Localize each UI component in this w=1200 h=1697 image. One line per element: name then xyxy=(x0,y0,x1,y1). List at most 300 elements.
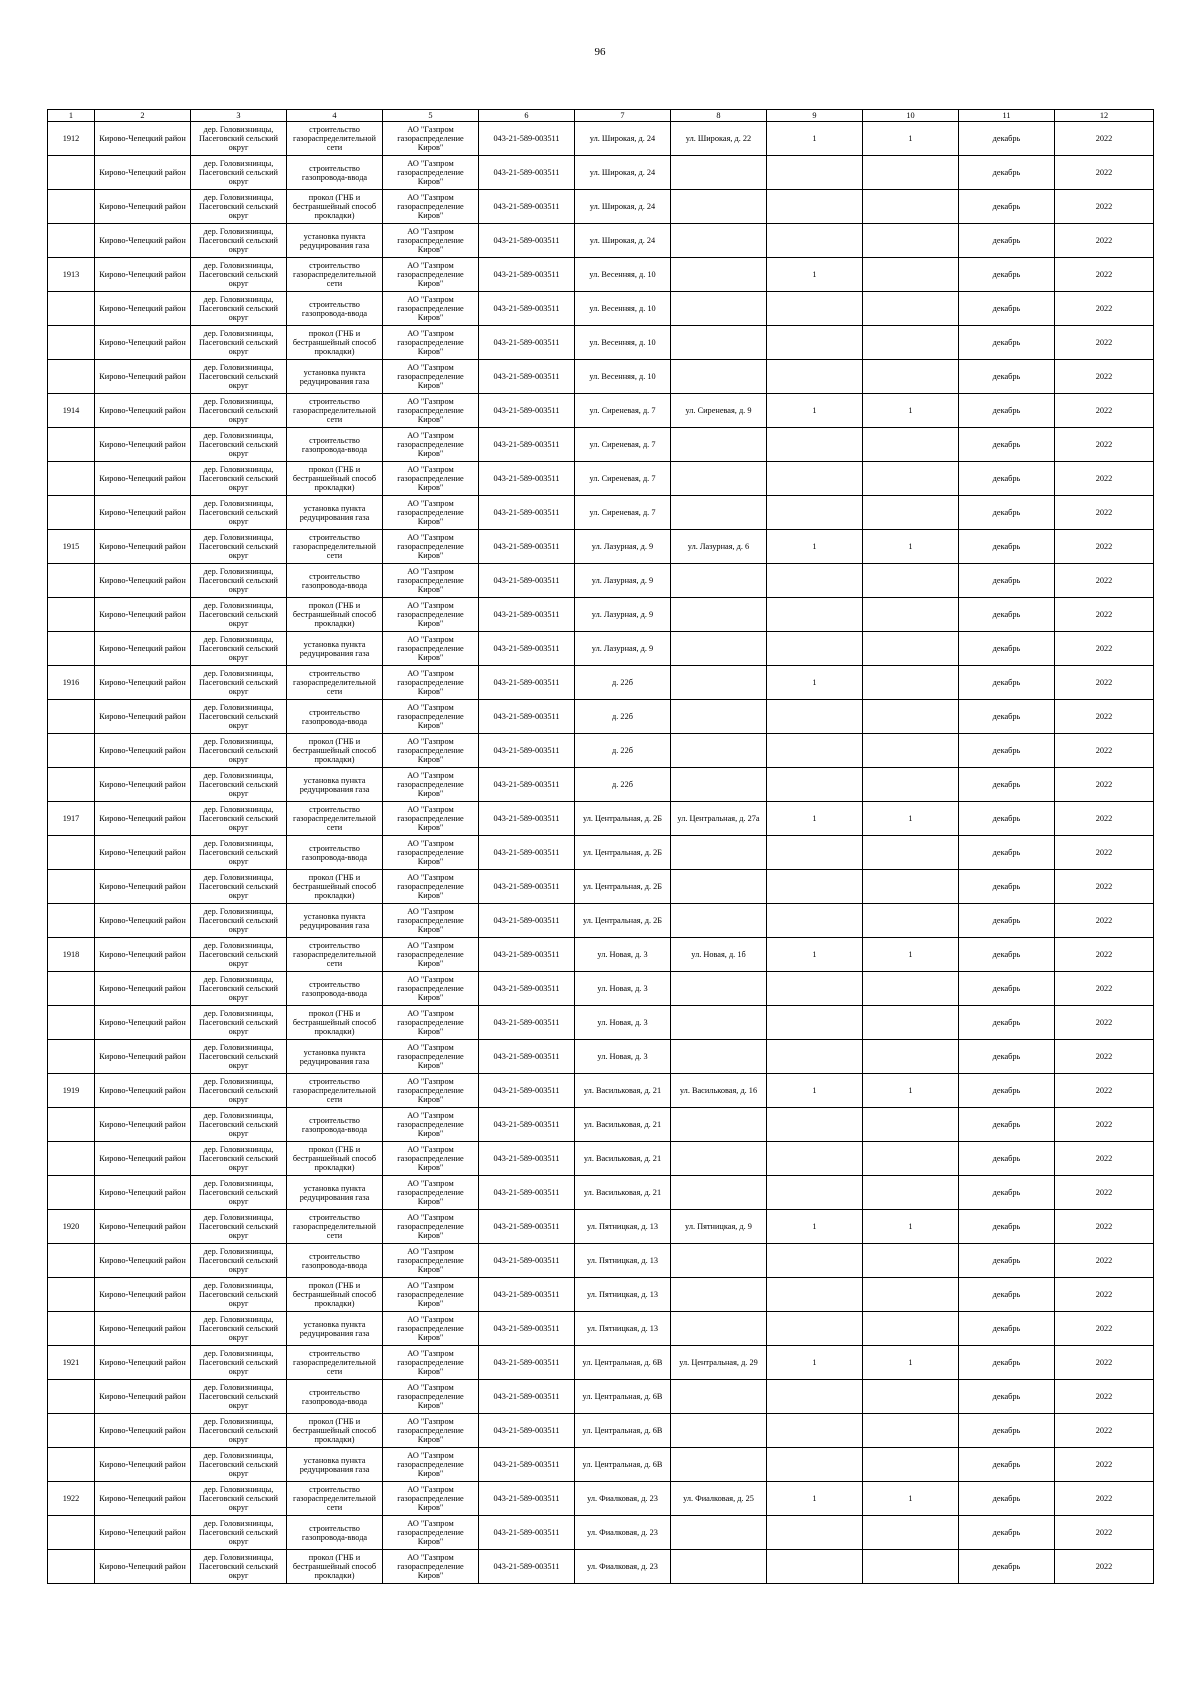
work-type-cell-text: строительство газораспределительной сети xyxy=(293,941,376,968)
settlement-cell-text: дер. Головизнинцы, Пасеговский сельский округ xyxy=(198,397,278,424)
address-cell xyxy=(575,1550,671,1584)
address-cell-text: ул. Лазурная, д. 9 xyxy=(591,644,654,653)
secondary-address-cell xyxy=(671,326,767,360)
work-type-cell xyxy=(287,1176,383,1210)
organization-cell xyxy=(383,190,479,224)
settlement-cell xyxy=(191,1312,287,1346)
registry-code-cell xyxy=(479,836,575,870)
month-cell xyxy=(959,1108,1055,1142)
row-number-cell-text xyxy=(49,191,93,222)
row-number-cell xyxy=(48,870,95,904)
column-10-cell xyxy=(863,768,959,802)
address-cell xyxy=(575,1482,671,1516)
table-row xyxy=(48,224,1154,258)
secondary-address-cell-text: ул. Центральная, д. 29 xyxy=(679,1358,758,1367)
secondary-address-cell xyxy=(671,394,767,428)
column-10-cell xyxy=(863,190,959,224)
settlement-cell-text: дер. Головизнинцы, Пасеговский сельский округ xyxy=(198,1451,278,1478)
settlement-cell xyxy=(191,1210,287,1244)
address-cell-text: д. 22б xyxy=(612,746,633,755)
column-9-cell xyxy=(767,1244,863,1278)
secondary-address-cell xyxy=(671,190,767,224)
district-cell-text: Кирово-Чепецкий район xyxy=(99,780,186,789)
row-number-cell-text xyxy=(49,1279,93,1310)
registry-code-cell-text: 043-21-589-003511 xyxy=(493,406,560,415)
month-cell-text: декабрь xyxy=(992,882,1021,891)
column-9-cell-text xyxy=(768,1551,861,1582)
column-10-cell-text: 1 xyxy=(908,542,913,551)
work-type-cell xyxy=(287,666,383,700)
column-9-cell-text xyxy=(768,1109,861,1140)
column-9-cell xyxy=(767,1176,863,1210)
district-cell-text: Кирово-Чепецкий район xyxy=(99,1358,186,1367)
column-10-cell-text xyxy=(864,599,957,630)
row-number-cell xyxy=(48,598,95,632)
settlement-cell xyxy=(191,190,287,224)
column-10-cell-text xyxy=(864,1517,957,1548)
column-10-cell xyxy=(863,938,959,972)
work-type-cell-text: установка пункта редуцирования газа xyxy=(299,639,370,658)
month-cell xyxy=(959,190,1055,224)
address-cell-text: ул. Сиреневая, д. 7 xyxy=(589,406,656,415)
row-number-cell-text: 1921 xyxy=(62,1358,80,1367)
year-cell-text: 2022 xyxy=(1095,474,1113,483)
work-type-cell-text: строительство газораспределительной сети xyxy=(293,533,376,560)
year-cell-text: 2022 xyxy=(1095,202,1113,211)
district-cell xyxy=(95,1482,191,1516)
organization-cell-text: АО "Газпром газораспределение Киров" xyxy=(397,771,464,798)
row-number-cell xyxy=(48,292,95,326)
row-number-cell xyxy=(48,836,95,870)
organization-cell xyxy=(383,666,479,700)
month-cell-text: декабрь xyxy=(992,1018,1021,1027)
address-cell xyxy=(575,1244,671,1278)
settlement-cell xyxy=(191,870,287,904)
table-row xyxy=(48,564,1154,598)
district-cell xyxy=(95,1346,191,1380)
work-type-cell xyxy=(287,1040,383,1074)
registry-code-cell xyxy=(479,530,575,564)
column-9-cell xyxy=(767,734,863,768)
column-10-cell xyxy=(863,802,959,836)
settlement-cell xyxy=(191,530,287,564)
column-9-cell-text: 1 xyxy=(812,270,817,279)
district-cell-text: Кирово-Чепецкий район xyxy=(99,1188,186,1197)
address-cell xyxy=(575,1074,671,1108)
address-cell xyxy=(575,632,671,666)
column-9-cell xyxy=(767,1312,863,1346)
settlement-cell-text: дер. Головизнинцы, Пасеговский сельский округ xyxy=(198,1349,278,1376)
registry-code-cell xyxy=(479,1482,575,1516)
registry-code-cell xyxy=(479,802,575,836)
work-type-cell xyxy=(287,1346,383,1380)
district-cell-text: Кирово-Чепецкий район xyxy=(99,406,186,415)
column-10-cell xyxy=(863,1244,959,1278)
address-cell xyxy=(575,1380,671,1414)
header-cell: 3 xyxy=(191,110,287,122)
year-cell-text: 2022 xyxy=(1095,1392,1113,1401)
organization-cell xyxy=(383,1278,479,1312)
year-cell-text: 2022 xyxy=(1095,372,1113,381)
month-cell xyxy=(959,428,1055,462)
column-9-cell-text xyxy=(768,429,861,460)
secondary-address-cell-text xyxy=(672,259,765,290)
registry-code-cell-text: 043-21-589-003511 xyxy=(493,508,560,517)
header-cell: 7 xyxy=(575,110,671,122)
column-9-cell xyxy=(767,870,863,904)
settlement-cell-text: дер. Головизнинцы, Пасеговский сельский округ xyxy=(198,601,278,628)
work-type-cell-text: строительство газопровода-ввода xyxy=(301,1387,368,1406)
settlement-cell xyxy=(191,1448,287,1482)
district-cell-text: Кирово-Чепецкий район xyxy=(99,372,186,381)
month-cell-text: декабрь xyxy=(992,1392,1021,1401)
month-cell-text: декабрь xyxy=(992,1086,1021,1095)
settlement-cell-text: дер. Головизнинцы, Пасеговский сельский округ xyxy=(198,1213,278,1240)
row-number-cell-text xyxy=(49,1381,93,1412)
month-cell-text: декабрь xyxy=(992,338,1021,347)
work-type-cell xyxy=(287,292,383,326)
organization-cell-text: АО "Газпром газораспределение Киров" xyxy=(397,907,464,934)
row-number-cell-text xyxy=(49,157,93,188)
secondary-address-cell-text: ул. Сиреневая, д. 9 xyxy=(685,406,752,415)
settlement-cell-text: дер. Головизнинцы, Пасеговский сельский округ xyxy=(198,1315,278,1342)
organization-cell-text: АО "Газпром газораспределение Киров" xyxy=(397,261,464,288)
column-9-cell-text xyxy=(768,327,861,358)
registry-code-cell-text: 043-21-589-003511 xyxy=(493,474,560,483)
work-type-cell-text: прокол (ГНБ и бестраншейный способ прокладки) xyxy=(292,329,377,356)
column-10-cell-text: 1 xyxy=(908,814,913,823)
month-cell xyxy=(959,394,1055,428)
month-cell xyxy=(959,870,1055,904)
year-cell-text: 2022 xyxy=(1095,304,1113,313)
registry-code-cell-text: 043-21-589-003511 xyxy=(493,814,560,823)
settlement-cell xyxy=(191,666,287,700)
month-cell-text: декабрь xyxy=(992,1290,1021,1299)
year-cell-text: 2022 xyxy=(1095,984,1113,993)
settlement-cell-text: дер. Головизнинцы, Пасеговский сельский округ xyxy=(198,1247,278,1274)
column-10-cell-text xyxy=(864,1245,957,1276)
column-9-cell xyxy=(767,802,863,836)
row-number-cell-text: 1919 xyxy=(62,1086,80,1095)
registry-code-cell-text: 043-21-589-003511 xyxy=(493,1426,560,1435)
registry-code-cell xyxy=(479,938,575,972)
column-9-cell xyxy=(767,292,863,326)
row-number-cell xyxy=(48,1244,95,1278)
address-cell xyxy=(575,904,671,938)
registry-code-cell xyxy=(479,700,575,734)
header-cell: 9 xyxy=(767,110,863,122)
settlement-cell-text: дер. Головизнинцы, Пасеговский сельский округ xyxy=(198,1111,278,1138)
work-type-cell-text: строительство газопровода-ввода xyxy=(301,163,368,182)
organization-cell xyxy=(383,1516,479,1550)
column-9-cell xyxy=(767,1380,863,1414)
registry-code-cell-text: 043-21-589-003511 xyxy=(493,610,560,619)
header-cell: 5 xyxy=(383,110,479,122)
row-number-cell-text xyxy=(49,633,93,664)
secondary-address-cell-text xyxy=(672,157,765,188)
registry-code-cell-text: 043-21-589-003511 xyxy=(493,644,560,653)
settlement-cell-text: дер. Головизнинцы, Пасеговский сельский округ xyxy=(198,159,278,186)
work-type-cell xyxy=(287,326,383,360)
table-row xyxy=(48,360,1154,394)
year-cell-text: 2022 xyxy=(1095,1290,1113,1299)
year-cell xyxy=(1055,598,1154,632)
registry-code-cell-text: 043-21-589-003511 xyxy=(493,916,560,925)
column-10-cell xyxy=(863,292,959,326)
row-number-cell xyxy=(48,258,95,292)
row-number-cell-text xyxy=(49,225,93,256)
district-cell xyxy=(95,734,191,768)
organization-cell-text: АО "Газпром газораспределение Киров" xyxy=(397,703,464,730)
secondary-address-cell-text xyxy=(672,633,765,664)
address-cell-text: ул. Центральная, д. 2Б xyxy=(582,882,663,891)
column-9-cell-text xyxy=(768,565,861,596)
organization-cell xyxy=(383,904,479,938)
district-cell xyxy=(95,190,191,224)
column-9-cell-text xyxy=(768,157,861,188)
secondary-address-cell-text xyxy=(672,497,765,528)
month-cell xyxy=(959,632,1055,666)
work-type-cell-text: строительство газораспределительной сети xyxy=(293,1485,376,1512)
column-9-cell-text xyxy=(768,1415,861,1446)
column-10-cell-text xyxy=(864,1279,957,1310)
organization-cell xyxy=(383,224,479,258)
district-cell xyxy=(95,768,191,802)
organization-cell xyxy=(383,394,479,428)
row-number-cell xyxy=(48,326,95,360)
work-type-cell-text: строительство газопровода-ввода xyxy=(301,299,368,318)
secondary-address-cell xyxy=(671,1210,767,1244)
year-cell xyxy=(1055,496,1154,530)
settlement-cell-text: дер. Головизнинцы, Пасеговский сельский округ xyxy=(198,1417,278,1444)
district-cell xyxy=(95,1414,191,1448)
month-cell xyxy=(959,1414,1055,1448)
district-cell xyxy=(95,530,191,564)
secondary-address-cell-text xyxy=(672,225,765,256)
year-cell xyxy=(1055,1210,1154,1244)
organization-cell-text: АО "Газпром газораспределение Киров" xyxy=(397,1519,464,1546)
year-cell-text: 2022 xyxy=(1095,848,1113,857)
column-9-cell xyxy=(767,598,863,632)
address-cell-text: ул. Фиалковая, д. 23 xyxy=(587,1494,658,1503)
address-cell xyxy=(575,666,671,700)
column-10-cell-text xyxy=(864,429,957,460)
month-cell-text: декабрь xyxy=(992,372,1021,381)
settlement-cell xyxy=(191,836,287,870)
secondary-address-cell-text xyxy=(672,1517,765,1548)
month-cell xyxy=(959,326,1055,360)
secondary-address-cell-text xyxy=(672,1449,765,1480)
settlement-cell xyxy=(191,1108,287,1142)
settlement-cell-text: дер. Головизнинцы, Пасеговский сельский округ xyxy=(198,941,278,968)
column-10-cell-text xyxy=(864,1143,957,1174)
column-10-cell-text xyxy=(864,259,957,290)
year-cell xyxy=(1055,972,1154,1006)
row-number-cell-text xyxy=(49,293,93,324)
work-type-cell-text: установка пункта редуцирования газа xyxy=(299,367,370,386)
registry-code-cell xyxy=(479,734,575,768)
registry-code-cell-text: 043-21-589-003511 xyxy=(493,1154,560,1163)
column-10-cell-text xyxy=(864,1381,957,1412)
year-cell-text: 2022 xyxy=(1095,542,1113,551)
settlement-cell-text: дер. Головизнинцы, Пасеговский сельский округ xyxy=(198,567,278,594)
district-cell xyxy=(95,802,191,836)
column-9-cell xyxy=(767,972,863,1006)
month-cell-text: декабрь xyxy=(992,814,1021,823)
year-cell-text: 2022 xyxy=(1095,1018,1113,1027)
registry-code-cell-text: 043-21-589-003511 xyxy=(493,712,560,721)
organization-cell-text: АО "Газпром газораспределение Киров" xyxy=(397,737,464,764)
district-cell-text: Кирово-Чепецкий район xyxy=(99,576,186,585)
column-9-cell-text: 1 xyxy=(812,542,817,551)
column-10-cell xyxy=(863,1448,959,1482)
organization-cell-text: АО "Газпром газораспределение Киров" xyxy=(397,1043,464,1070)
month-cell-text: декабрь xyxy=(992,542,1021,551)
year-cell xyxy=(1055,666,1154,700)
organization-cell-text: АО "Газпром газораспределение Киров" xyxy=(397,431,464,458)
column-9-cell xyxy=(767,496,863,530)
year-cell-text: 2022 xyxy=(1095,1562,1113,1571)
registry-code-cell xyxy=(479,1108,575,1142)
district-cell-text: Кирово-Чепецкий район xyxy=(99,338,186,347)
column-10-cell-text xyxy=(864,463,957,494)
secondary-address-cell xyxy=(671,1482,767,1516)
row-number-cell xyxy=(48,1550,95,1584)
registry-code-cell-text: 043-21-589-003511 xyxy=(493,780,560,789)
secondary-address-cell xyxy=(671,292,767,326)
row-number-cell-text xyxy=(49,1245,93,1276)
registry-code-cell-text: 043-21-589-003511 xyxy=(493,1290,560,1299)
organization-cell-text: АО "Газпром газораспределение Киров" xyxy=(397,1315,464,1342)
year-cell-text: 2022 xyxy=(1095,270,1113,279)
year-cell xyxy=(1055,122,1154,156)
year-cell-text: 2022 xyxy=(1095,1154,1113,1163)
district-cell-text: Кирово-Чепецкий район xyxy=(99,440,186,449)
registry-code-cell xyxy=(479,598,575,632)
settlement-cell xyxy=(191,1516,287,1550)
registry-code-cell-text: 043-21-589-003511 xyxy=(493,746,560,755)
registry-code-cell-text: 043-21-589-003511 xyxy=(493,678,560,687)
column-9-cell xyxy=(767,1346,863,1380)
secondary-address-cell xyxy=(671,462,767,496)
row-number-cell xyxy=(48,1006,95,1040)
work-type-cell-text: строительство газопровода-ввода xyxy=(301,1251,368,1270)
organization-cell-text: АО "Газпром газораспределение Киров" xyxy=(397,601,464,628)
column-10-cell-text xyxy=(864,667,957,698)
year-cell xyxy=(1055,292,1154,326)
district-cell xyxy=(95,1312,191,1346)
row-number-cell-text xyxy=(49,905,93,936)
secondary-address-cell xyxy=(671,224,767,258)
organization-cell-text: АО "Газпром газораспределение Киров" xyxy=(397,1009,464,1036)
month-cell-text: декабрь xyxy=(992,134,1021,143)
secondary-address-cell-text xyxy=(672,1143,765,1174)
work-type-cell xyxy=(287,462,383,496)
work-type-cell xyxy=(287,1312,383,1346)
work-type-cell xyxy=(287,530,383,564)
organization-cell xyxy=(383,1550,479,1584)
registry-code-cell xyxy=(479,428,575,462)
organization-cell xyxy=(383,530,479,564)
secondary-address-cell xyxy=(671,632,767,666)
organization-cell xyxy=(383,1346,479,1380)
table-row xyxy=(48,836,1154,870)
year-cell xyxy=(1055,768,1154,802)
district-cell-text: Кирово-Чепецкий район xyxy=(99,1120,186,1129)
header-cell: 8 xyxy=(671,110,767,122)
district-cell xyxy=(95,1448,191,1482)
work-type-cell-text: строительство газораспределительной сети xyxy=(293,1213,376,1240)
row-number-cell-text xyxy=(49,769,93,800)
month-cell xyxy=(959,122,1055,156)
column-10-cell-text xyxy=(864,1109,957,1140)
address-cell xyxy=(575,156,671,190)
row-number-cell xyxy=(48,1414,95,1448)
address-cell-text: ул. Васильковая, д. 21 xyxy=(583,1188,662,1197)
column-9-cell-text xyxy=(768,905,861,936)
settlement-cell-text: дер. Головизнинцы, Пасеговский сельский округ xyxy=(198,1009,278,1036)
organization-cell xyxy=(383,496,479,530)
organization-cell xyxy=(383,972,479,1006)
month-cell-text: декабрь xyxy=(992,1562,1021,1571)
work-type-cell-text: строительство газораспределительной сети xyxy=(293,261,376,288)
address-cell-text: ул. Центральная, д. 6В xyxy=(582,1392,663,1401)
year-cell-text: 2022 xyxy=(1095,1528,1113,1537)
district-cell-text: Кирово-Чепецкий район xyxy=(99,644,186,653)
column-9-cell-text xyxy=(768,1279,861,1310)
work-type-cell xyxy=(287,734,383,768)
column-10-cell-text xyxy=(864,1041,957,1072)
work-type-cell-text: установка пункта редуцирования газа xyxy=(299,503,370,522)
secondary-address-cell-text xyxy=(672,769,765,800)
month-cell xyxy=(959,530,1055,564)
district-cell-text: Кирово-Чепецкий район xyxy=(99,848,186,857)
year-cell xyxy=(1055,1142,1154,1176)
registry-code-cell xyxy=(479,1278,575,1312)
table-row xyxy=(48,156,1154,190)
district-cell-text: Кирово-Чепецкий район xyxy=(99,984,186,993)
year-cell xyxy=(1055,326,1154,360)
column-10-cell-text xyxy=(864,157,957,188)
district-cell-text: Кирово-Чепецкий район xyxy=(99,882,186,891)
table-row xyxy=(48,1006,1154,1040)
address-cell-text: д. 22б xyxy=(612,712,633,721)
district-cell-text: Кирово-Чепецкий район xyxy=(99,1222,186,1231)
work-type-cell xyxy=(287,360,383,394)
year-cell xyxy=(1055,1482,1154,1516)
column-9-cell-text xyxy=(768,973,861,1004)
registry-code-cell xyxy=(479,972,575,1006)
column-10-cell-text: 1 xyxy=(908,1086,913,1095)
address-cell xyxy=(575,530,671,564)
column-10-cell-text xyxy=(864,327,957,358)
row-number-cell-text xyxy=(49,1415,93,1446)
column-10-cell xyxy=(863,1176,959,1210)
row-number-cell-text: 1912 xyxy=(62,134,80,143)
column-10-cell xyxy=(863,564,959,598)
row-number-cell xyxy=(48,632,95,666)
column-10-cell xyxy=(863,156,959,190)
table-row xyxy=(48,496,1154,530)
work-type-cell xyxy=(287,1448,383,1482)
year-cell-text: 2022 xyxy=(1095,134,1113,143)
secondary-address-cell-text: ул. Васильковая, д. 16 xyxy=(679,1086,758,1095)
row-number-cell-text xyxy=(49,1449,93,1480)
address-cell xyxy=(575,768,671,802)
registry-code-cell xyxy=(479,1176,575,1210)
district-cell xyxy=(95,870,191,904)
secondary-address-cell xyxy=(671,1414,767,1448)
